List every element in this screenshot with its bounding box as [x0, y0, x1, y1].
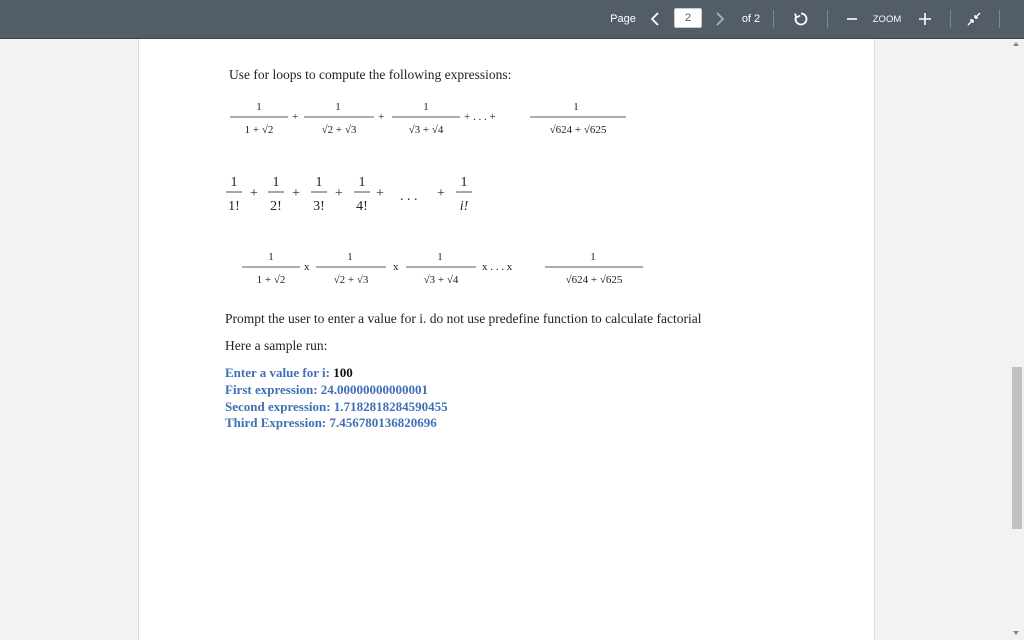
plus-operator: + — [250, 186, 258, 201]
times-operator: x — [304, 261, 310, 273]
fraction-denominator: 1 + √2 — [244, 124, 274, 136]
run-line-third: Third Expression: 7.456780136820696 — [225, 415, 437, 430]
fraction-numerator: 1 — [272, 175, 280, 190]
prev-page-button[interactable] — [645, 0, 665, 38]
fraction-denominator: √2 + √3 — [333, 274, 369, 286]
next-page-button[interactable] — [710, 0, 730, 38]
zoom-out-button[interactable] — [842, 0, 862, 38]
fraction-numerator: 1 — [315, 175, 323, 190]
fraction-denominator: √3 + √4 — [423, 274, 459, 286]
run-line-input — [225, 365, 353, 381]
plus-icon — [918, 12, 932, 26]
plus-operator: + — [292, 186, 300, 201]
fraction-denominator: √624 + √625 — [565, 274, 623, 286]
fraction-numerator: 1 — [590, 251, 596, 263]
times-operator: x — [393, 261, 399, 273]
rotate-icon — [793, 11, 809, 27]
toolbar-divider — [999, 10, 1000, 28]
toolbar-divider — [827, 10, 828, 28]
collapse-icon — [967, 12, 981, 26]
fit-page-button[interactable] — [962, 0, 986, 38]
fraction-denominator: 1 + √2 — [256, 274, 286, 286]
viewer-toolbar — [0, 0, 1024, 39]
fraction-numerator: 1 — [358, 175, 366, 190]
ellipsis: + . . . + — [464, 111, 496, 123]
run-line-second: Second expression: 1.7182818284590455 — [225, 399, 448, 414]
intro-text: Use for loops to compute the following expressions: — [229, 67, 512, 82]
fraction-denominator: i! — [459, 199, 469, 214]
plus-operator: + — [437, 186, 445, 201]
run-input-value: 100 — [333, 365, 353, 380]
total-pages-label: of 2 — [741, 13, 761, 25]
fraction-numerator: 1 — [437, 251, 443, 263]
scrollbar-thumb[interactable] — [1012, 367, 1022, 529]
fraction-numerator: 1 — [230, 175, 238, 190]
fraction-denominator: √2 + √3 — [321, 124, 357, 136]
fraction-numerator: 1 — [423, 101, 429, 113]
ellipsis: x . . . x — [482, 261, 513, 273]
fraction-numerator: 1 — [347, 251, 353, 263]
fraction-numerator: 1 — [335, 101, 341, 113]
plus-operator: + — [292, 111, 299, 123]
expression-3 — [240, 246, 650, 290]
fraction-numerator: 1 — [460, 175, 468, 190]
scroll-up-arrow[interactable] — [1013, 42, 1019, 46]
vertical-scrollbar[interactable] — [1010, 39, 1024, 640]
fraction-numerator: 1 — [268, 251, 274, 263]
fraction-denominator: 3! — [313, 199, 325, 214]
plus-operator: + — [335, 186, 343, 201]
zoom-in-button[interactable] — [914, 0, 936, 38]
rotate-button[interactable] — [788, 0, 814, 38]
run-input-label: Enter a value for i: — [225, 365, 334, 380]
scroll-down-arrow[interactable] — [1013, 631, 1019, 635]
fraction-denominator: 2! — [270, 199, 282, 214]
minus-icon — [846, 13, 858, 25]
zoom-label: ZOOM — [872, 13, 902, 25]
toolbar-divider — [950, 10, 951, 28]
page-label: Page — [610, 13, 636, 25]
expression-2 — [224, 170, 484, 216]
chevron-left-icon — [650, 12, 660, 26]
plus-operator: + — [378, 111, 385, 123]
ellipsis: . . . — [400, 189, 418, 204]
plus-operator: + — [376, 186, 384, 201]
page-number-input[interactable] — [674, 8, 702, 28]
fraction-denominator: 1! — [228, 199, 240, 214]
fraction-denominator: √3 + √4 — [408, 124, 444, 136]
expression-1 — [226, 96, 636, 140]
fraction-denominator: √624 + √625 — [549, 124, 607, 136]
prompt-text: Prompt the user to enter a value for i. do not use predefine function to calculate factorial — [225, 311, 702, 326]
fraction-numerator: 1 — [256, 101, 262, 113]
chevron-right-icon — [715, 12, 725, 26]
run-line-first: First expression: 24.00000000000001 — [225, 382, 429, 397]
sample-run-heading: Here a sample run: — [225, 338, 328, 353]
fraction-denominator: 4! — [356, 199, 368, 214]
toolbar-divider — [773, 10, 774, 28]
fraction-numerator: 1 — [573, 101, 579, 113]
